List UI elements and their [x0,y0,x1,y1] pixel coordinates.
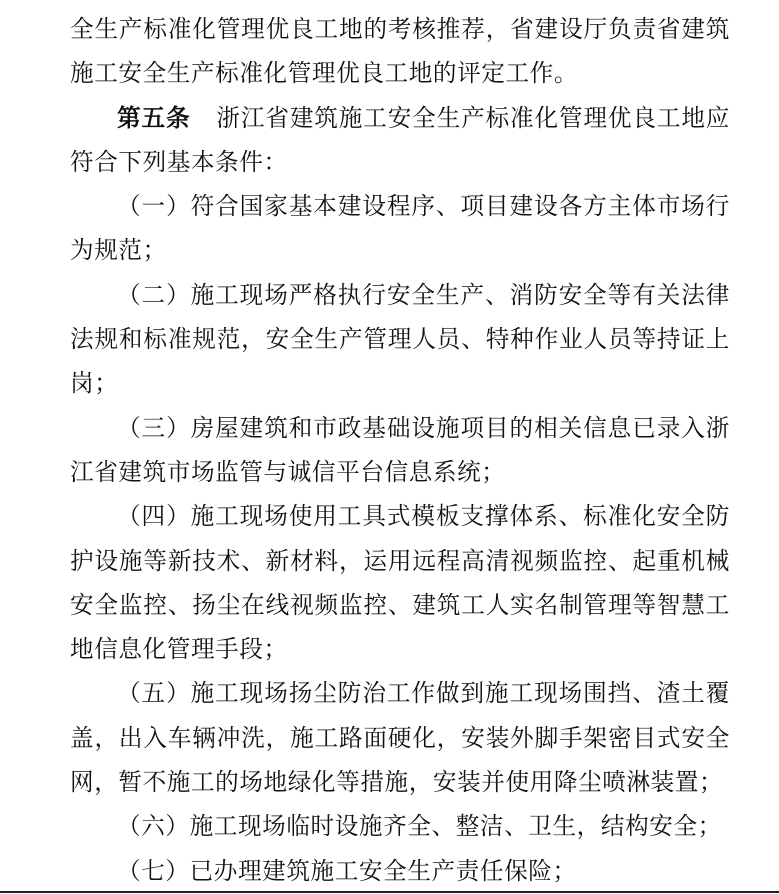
document-body [70,0,730,893]
intro-paragraph: 全生产标准化管理优良工地的考核推荐，省建设厅负责省建筑施工安全生产标准化管理优良工地的评定工作。 [70,15,730,88]
page-bottom-divider [0,891,779,893]
condition-item-4: （四）施工现场使用工具式模板支撑体系、标准化安全防护设施等新技术、新材料，运用远程高清视频监控、起重机械安全监控、扬尘在线视频监控、建筑工人实名制管理等智慧工地信息化管理手段； [70,502,730,664]
condition-item-2: （二）施工现场严格执行安全生产、消防安全等有关法律法规和标准规范，安全生产管理人员、特种作业人员等持证上岗； [70,280,730,398]
condition-item-3: （三）房屋建筑和市政基础设施项目的相关信息已录入浙江省建筑市场监管与诚信平台信息系统； [70,413,730,486]
article-paragraph [70,96,730,185]
condition-item-6: （六）施工现场临时设施齐全、整洁、卫生，结构安全； [117,812,722,841]
condition-item-5: （五）施工现场扬尘防治工作做到施工现场围挡、渣土覆盖，出入车辆冲洗，施工路面硬化，安装外脚手架密目式安全网，暂不施工的场地绿化等措施，安装并使用降尘喷淋装置； [70,679,730,797]
article-text: 浙江省建筑施工安全生产标准化管理优良工地应符合下列基本条件： [70,103,730,176]
condition-item-1: （一）符合国家基本建设程序、项目建设各方主体市场行为规范； [70,192,730,265]
article-label: 第五条 [117,103,191,132]
condition-item-7: （七）已办理建筑施工安全生产责任保险； [117,856,577,885]
